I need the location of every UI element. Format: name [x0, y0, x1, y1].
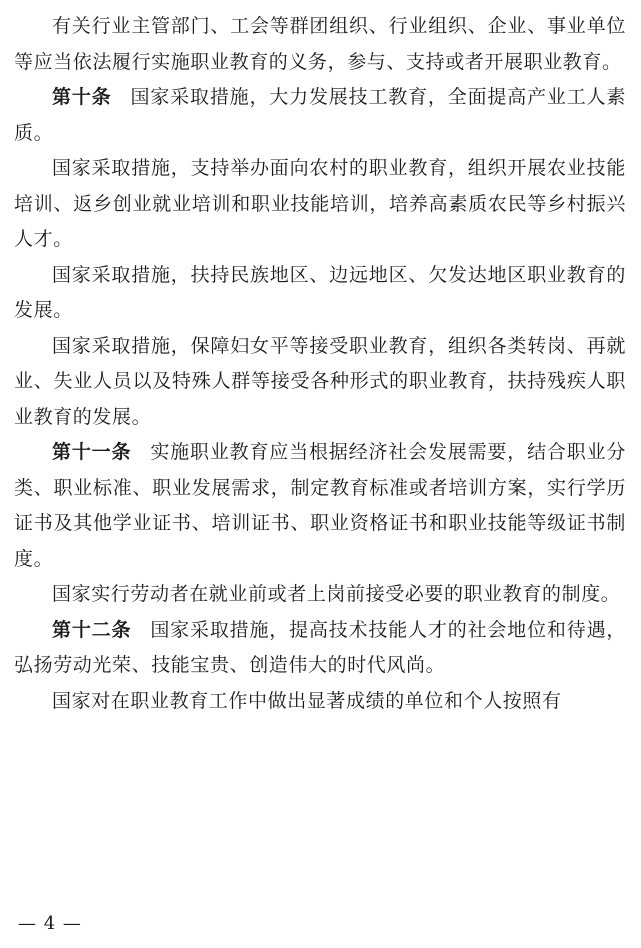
- paragraph-text: 国家实行劳动者在就业前或者上岗前接受必要的职业教育的制度。: [52, 583, 621, 605]
- paragraph-text: 国家采取措施，提高技术技能人才的社会地位和待遇，弘扬劳动光荣、技能宝贵、创造伟大的时代风尚。: [14, 618, 627, 676]
- paragraph-text: 国家对在职业教育工作中做出显著成绩的单位和个人按照有: [52, 689, 562, 712]
- article-number: 第十一条: [52, 441, 132, 463]
- paragraph: [14, 684, 626, 720]
- paragraph-text: 国家采取措施，保障妇女平等接受职业教育，组织各类转岗、再就业、失业人员以及特殊人群等接受各种形式的职业教育，扶持残疾人职业教育的发展。: [14, 334, 626, 428]
- paragraph: [14, 258, 626, 329]
- paragraph-text: 国家采取措施，大力发展技工教育，全面提高产业工人素质。: [14, 86, 626, 144]
- article-number: 第十条: [52, 86, 112, 108]
- paragraph-text: 国家采取措施，扶持民族地区、边远地区、欠发达地区职业教育的发展。: [14, 263, 626, 321]
- paragraph-article-10: [14, 80, 626, 151]
- document-body: [14, 9, 626, 719]
- paragraph-text: 国家采取措施，支持举办面向农村的职业教育，组织开展农业技能培训、返乡创业就业培训和职业技能培训，培养高素质农民等乡村振兴人才。: [14, 157, 626, 250]
- paragraph: [14, 9, 626, 80]
- paragraph: [14, 577, 626, 613]
- paragraph: [14, 329, 626, 436]
- page-number: — 4 —: [18, 913, 82, 934]
- article-number: 第十二条: [52, 618, 132, 641]
- paragraph-article-11: [14, 435, 626, 577]
- paragraph-text: 有关行业主管部门、工会等群团组织、行业组织、企业、事业单位等应当依法履行实施职业教育的义务，参与、支持或者开展职业教育。: [14, 15, 626, 73]
- paragraph-text: 实施职业教育应当根据经济社会发展需要，结合职业分类、职业标准、职业发展需求，制定教育标准或者培训方案，实行学历证书及其他学业证书、培训证书、职业资格证书和职业技能等级证书制度。: [14, 441, 627, 570]
- paragraph-article-12: [14, 613, 626, 684]
- paragraph: [14, 151, 626, 258]
